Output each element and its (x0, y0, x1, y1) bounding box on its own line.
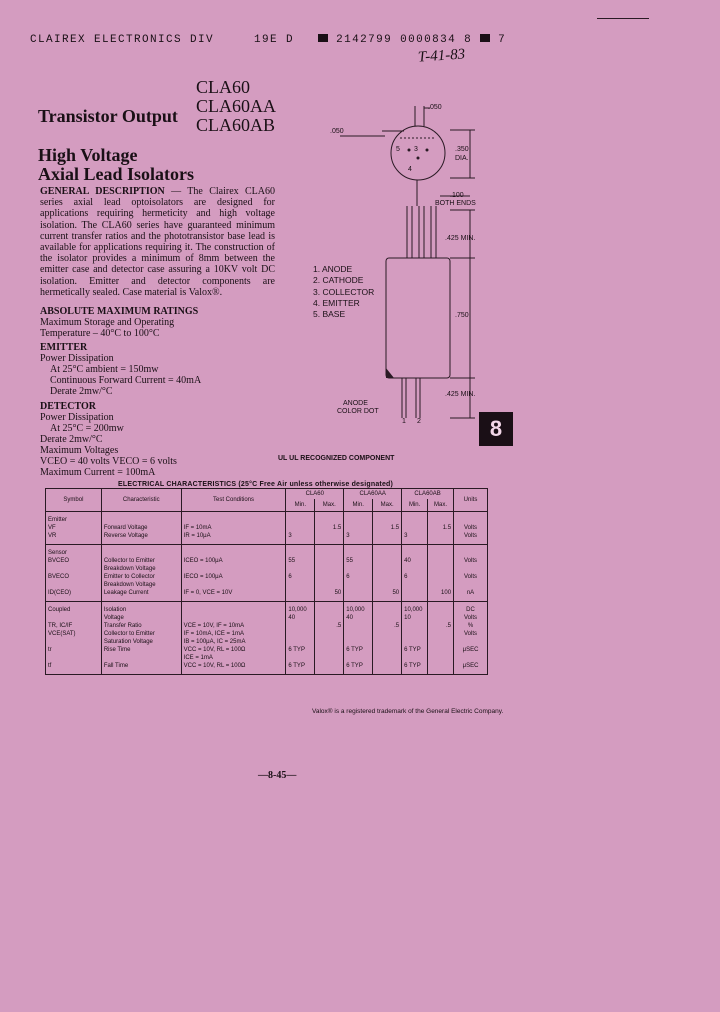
header-mark: 7 (498, 34, 507, 46)
ul-note: UL UL RECOGNIZED COMPONENT (278, 455, 395, 462)
valox-trademark-note: Valox® is a registered trademark of the General Electric Company. (312, 708, 504, 715)
characteristic-cell (101, 545, 181, 602)
dim-body-length: .750 (455, 312, 469, 319)
dim-lead-spacing: .050 (428, 104, 442, 111)
cell-line (375, 614, 399, 622)
cell-line (346, 638, 370, 646)
dim-lead-length-bottom: .425 MIN. (445, 391, 476, 398)
cell-line: Volts (464, 631, 478, 637)
cla60aa-min-cell (344, 512, 373, 545)
dim-lead-length-top: .425 MIN. (445, 235, 476, 242)
ratings-line: Temperature – 40°C to 100°C (40, 328, 160, 339)
cell-line (317, 606, 341, 614)
cell-line: Voltage (103, 615, 124, 621)
cell-line: IB = 100μA, IC = 25mA (183, 639, 246, 645)
cell-line (375, 606, 399, 614)
cell-line: Sensor (48, 550, 68, 556)
test-condition-cell (181, 545, 286, 602)
test-condition-cell (181, 512, 286, 545)
table-row-group (46, 545, 488, 602)
cell-line (288, 549, 312, 557)
cell-line (317, 662, 341, 670)
detector-line: Power Dissipation (40, 412, 114, 423)
header-code-1: 19E D (254, 34, 295, 46)
col-cla60aa: CLA60AA (344, 489, 402, 499)
cell-line: Collector to Emitter (103, 631, 155, 637)
cell-line (317, 646, 341, 654)
col-min: Min. (402, 499, 428, 512)
characteristic-cell (101, 602, 181, 675)
cell-line: nA (466, 590, 475, 596)
table-body (46, 512, 488, 675)
cell-line (430, 557, 451, 565)
cell-line: 55 (288, 558, 296, 564)
cell-line: VCE = 10V, IF = 10mA (183, 623, 245, 629)
cell-line (375, 581, 399, 589)
cell-line (48, 614, 99, 622)
cell-line (288, 581, 312, 589)
pinout-item: 3. COLLECTOR (313, 286, 375, 297)
pin-label: 2 (417, 418, 421, 425)
col-characteristic: Characteristic (101, 489, 181, 512)
cla60ab-min-cell (402, 512, 428, 545)
cell-line (317, 630, 341, 638)
test-condition-cell (181, 602, 286, 675)
detector-line: Maximum Voltages (40, 445, 119, 456)
cell-line: Isolation (103, 607, 127, 613)
handwritten-code: T-41-83 (417, 46, 466, 66)
cell-line (317, 654, 341, 662)
cell-line (184, 549, 284, 557)
col-max: Max. (373, 499, 402, 512)
cell-line: 55 (346, 558, 353, 564)
cell-line: IF = 10mA (183, 525, 212, 531)
cell-line (346, 630, 370, 638)
cell-line: Volts (464, 558, 478, 564)
cell-line (104, 516, 179, 524)
page-number: —8-45— (258, 770, 297, 781)
cell-line: 3 (404, 533, 408, 539)
cell-line: 6 TYP (346, 663, 363, 669)
cell-line (375, 557, 399, 565)
cell-line: 6 (346, 574, 350, 580)
symbol-cell (46, 545, 102, 602)
company-name: CLAIREX ELECTRONICS DIV (30, 34, 215, 46)
cell-line: Transfer Ratio (103, 623, 142, 629)
cell-line (288, 622, 312, 630)
cla60-min-cell (286, 512, 315, 545)
pin-label: 5 (396, 146, 400, 153)
cell-line (48, 654, 99, 662)
table-row-group (46, 602, 488, 675)
cell-line: Volts (464, 533, 478, 539)
product-subtitle: Axial Lead Isolators (38, 164, 195, 184)
table-row-group (46, 512, 488, 545)
cell-line (375, 516, 399, 524)
cell-line: .5 (336, 623, 342, 629)
cla60-max-cell (315, 602, 344, 675)
cell-line (404, 565, 425, 573)
cell-line (430, 646, 451, 654)
cla60-min-cell (286, 545, 315, 602)
characteristic-cell (101, 512, 181, 545)
cell-line (288, 524, 312, 532)
cell-line: DC (466, 607, 475, 613)
cla60aa-min-cell (344, 602, 373, 675)
cell-line (430, 614, 451, 622)
cell-line (48, 581, 99, 589)
cell-line (346, 589, 370, 597)
product-title: Transistor Output (38, 106, 178, 126)
cell-line: Breakdown Voltage (103, 582, 156, 588)
cell-line (375, 662, 399, 670)
units-cell (454, 545, 488, 602)
symbol-cell (46, 602, 102, 675)
ul-logo-icon: UL (278, 455, 290, 462)
general-description (40, 186, 275, 298)
cell-line: 3 (288, 533, 292, 539)
detector-line: Derate 2mw/°C (40, 434, 103, 445)
pinout-item: 5. BASE (313, 309, 346, 320)
cell-line: VCC = 10V, RL = 100Ω (183, 663, 246, 669)
end-view-circle (391, 126, 445, 180)
cell-line (288, 589, 312, 597)
cell-line: IR = 10μA (183, 533, 211, 539)
col-cla60: CLA60 (286, 489, 344, 499)
detector-line: Maximum Current = 100mA (40, 467, 156, 478)
emitter-line: At 25°C ambient = 150mw (50, 364, 159, 375)
cell-line: 6 TYP (288, 647, 305, 653)
cell-line (317, 557, 341, 565)
cell-line (346, 622, 370, 630)
units-cell (454, 602, 488, 675)
pin-label: 3 (414, 146, 418, 153)
cell-line (317, 638, 341, 646)
cell-line (346, 654, 370, 662)
pin-label: 1 (402, 418, 406, 425)
cla60aa-max-cell (373, 602, 402, 675)
part-number: CLA60AA (196, 96, 276, 116)
cell-line (317, 614, 341, 622)
cell-line (404, 516, 425, 524)
cell-line (430, 654, 451, 662)
cell-line (404, 581, 425, 589)
cell-line: 6 TYP (404, 647, 421, 653)
cell-line: 1.5 (390, 525, 400, 531)
electrical-characteristics-table (45, 488, 488, 675)
cell-line: .5 (446, 623, 452, 629)
cell-line: Breakdown Voltage (103, 566, 156, 572)
cell-line: 10 (404, 615, 411, 621)
cell-line (430, 606, 451, 614)
cla60aa-max-cell (373, 545, 402, 602)
cell-line: Emitter to Collector (103, 574, 155, 580)
cell-line: Forward Voltage (103, 525, 148, 531)
cell-line (430, 630, 451, 638)
dim-lead-width: .050 (330, 128, 344, 135)
cell-line: 10,000 (288, 607, 307, 613)
cla60aa-max-cell (373, 512, 402, 545)
cell-line (288, 630, 312, 638)
cell-line (346, 516, 370, 524)
emitter-heading: EMITTER (40, 342, 88, 353)
cell-line (317, 573, 341, 581)
cell-line (317, 565, 341, 573)
cell-line: Volts (464, 574, 478, 580)
cell-line: 50 (392, 590, 400, 596)
cell-line (317, 549, 341, 557)
cell-line: IF = 0, VCE = 10V (183, 590, 233, 596)
cell-line (430, 549, 451, 557)
cell-line (456, 549, 485, 557)
description-text: — The Clairex CLA60 series axial lead optoisolators are designed for applications requiring hermeticity and high voltage isolation. The CLA60 series have guaranteed minimum current transfer ratios and the phototransistor base lead is available for applications requiring it. The construction of the isolator provides a minimum of 8mm between the emitter case and detector case assuring a 10KV volt DC isolation. Emitter and detector components are hermetically sealed. Case material is Valox®. (40, 186, 275, 298)
pinout-item: 2. CATHODE (313, 275, 364, 286)
part-number: CLA60 (196, 77, 250, 97)
cell-line: ICEO = 100μA (183, 558, 223, 564)
cell-line (456, 654, 485, 662)
col-max: Max. (315, 499, 344, 512)
col-cla60ab: CLA60AB (402, 489, 454, 499)
cell-line (184, 614, 284, 622)
description-heading: GENERAL DESCRIPTION (40, 186, 165, 197)
cell-line (346, 581, 370, 589)
cell-line (346, 549, 370, 557)
cell-line: 1.5 (442, 525, 452, 531)
cell-line (456, 638, 485, 646)
cell-line (375, 646, 399, 654)
cell-line (48, 565, 99, 573)
cell-line: IF = 10mA, ICE = 1mA (183, 631, 245, 637)
cell-line (404, 622, 425, 630)
cell-line: Volts (464, 615, 478, 621)
emitter-line: Power Dissipation (40, 353, 114, 364)
cell-line (456, 581, 485, 589)
cla60ab-min-cell (402, 545, 428, 602)
cell-line: Fall Time (103, 663, 129, 669)
cell-line: Rise Time (103, 647, 131, 653)
cell-line: 6 TYP (288, 663, 305, 669)
cell-line (317, 581, 341, 589)
cell-line: VCE(SAT) (48, 631, 76, 637)
cell-line: VF (48, 525, 56, 531)
cell-line: VCC = 10V, RL = 100Ω (183, 647, 246, 653)
cell-line (48, 638, 99, 646)
cell-line: 3 (346, 533, 350, 539)
document-header (30, 34, 506, 46)
symbol-cell (46, 512, 102, 545)
cell-line (430, 581, 451, 589)
cell-line: TR, IC/IF (48, 623, 73, 629)
part-number: CLA60AB (196, 115, 276, 135)
cell-line: 6 TYP (404, 663, 421, 669)
cell-line: Leakage Current (103, 590, 149, 596)
col-max: Max. (428, 499, 454, 512)
cell-line (288, 565, 312, 573)
cell-line (184, 606, 284, 614)
ratings-heading: ABSOLUTE MAXIMUM RATINGS (40, 306, 199, 317)
cell-line: ICE = 1mA (183, 655, 213, 661)
ratings-line: Maximum Storage and Operating (40, 317, 175, 328)
cla60ab-max-cell (428, 602, 454, 675)
cell-line: 6 (404, 574, 408, 580)
col-units: Units (454, 489, 488, 512)
cell-line: VR (48, 533, 57, 539)
cell-line: Emitter (48, 517, 68, 523)
black-mark-icon (318, 34, 328, 42)
dim-both-ends: BOTH ENDS (435, 200, 476, 207)
cell-line (430, 573, 451, 581)
cla60ab-max-cell (428, 545, 454, 602)
cell-line (404, 589, 425, 597)
cell-line: 40 (346, 615, 353, 621)
product-subtitle: High Voltage (38, 145, 138, 165)
cell-line (184, 516, 284, 524)
cell-line (430, 565, 451, 573)
dim-diameter: .350 (455, 146, 469, 153)
cell-line (404, 524, 425, 532)
cell-line (430, 516, 451, 524)
cell-line (404, 549, 425, 557)
cell-line: BVCEO (48, 558, 70, 564)
cla60-max-cell (315, 512, 344, 545)
cell-line: 6 TYP (346, 647, 363, 653)
cell-line: ID(CEO) (48, 590, 71, 596)
col-min: Min. (286, 499, 315, 512)
cell-line: 40 (404, 558, 411, 564)
cell-line: BVECO (48, 574, 70, 580)
cell-line (375, 565, 399, 573)
header-code-2: 2142799 0000834 8 (336, 34, 473, 46)
cell-line: IECO = 100μA (183, 574, 223, 580)
cell-line (375, 549, 399, 557)
anode-label: ANODE (343, 400, 368, 407)
anode-color-dot (386, 368, 394, 378)
cell-line (288, 654, 312, 662)
units-cell (454, 512, 488, 545)
cell-line: Coupled (48, 607, 71, 613)
absolute-ratings (40, 306, 201, 478)
header-rule (597, 18, 649, 19)
cell-line: 10,000 (346, 607, 365, 613)
cell-line: 50 (334, 590, 342, 596)
cell-line: 1.5 (332, 525, 342, 531)
cell-line (430, 638, 451, 646)
pinout-item: 4. EMITTER (313, 297, 360, 308)
dim-diameter-label: DIA. (455, 155, 469, 162)
cla60-min-cell (286, 602, 315, 675)
cell-line: Collector to Emitter (103, 558, 155, 564)
cell-line (346, 524, 370, 532)
cell-line (456, 565, 485, 573)
section-badge: 8 (479, 412, 513, 446)
cell-line: % (467, 623, 474, 629)
detector-heading: DETECTOR (40, 401, 96, 412)
cell-line (317, 516, 341, 524)
cla60ab-max-cell (428, 512, 454, 545)
cell-line (430, 662, 451, 670)
cell-line (288, 516, 312, 524)
cell-line: 40 (288, 615, 296, 621)
cell-line (404, 630, 425, 638)
pinout-item: 1. ANODE (313, 264, 353, 274)
cell-line: 6 (288, 574, 292, 580)
cell-line: tf (48, 663, 52, 669)
cell-line (404, 638, 425, 646)
cell-line: Reverse Voltage (103, 533, 148, 539)
cell-line: tr (48, 647, 52, 653)
cell-line: μSEC (462, 647, 479, 653)
cell-line: Saturation Voltage (103, 639, 153, 645)
black-mark-icon (480, 34, 490, 42)
pin-label: 4 (408, 166, 412, 173)
cla60-max-cell (315, 545, 344, 602)
detector-line: At 25°C = 200mw (50, 423, 124, 434)
table-header-row (46, 489, 488, 499)
cell-line (375, 654, 399, 662)
cell-line: .5 (394, 623, 400, 629)
cell-line (375, 573, 399, 581)
cell-line: μSEC (462, 663, 479, 669)
emitter-line: Derate 2mw/°C (50, 386, 113, 397)
cell-line (104, 654, 179, 662)
cla60aa-min-cell (344, 545, 373, 602)
cell-line (184, 565, 284, 573)
table-title: ELECTRICAL CHARACTERISTICS (25°C Free Air unless otherwise designated) (118, 481, 394, 488)
cell-line (404, 654, 425, 662)
col-test-conditions: Test Conditions (181, 489, 286, 512)
cell-line (430, 532, 451, 540)
cell-line (456, 516, 485, 524)
cell-line (375, 532, 399, 540)
cell-line (104, 549, 179, 557)
cell-line (317, 532, 341, 540)
cell-line (288, 638, 312, 646)
color-dot-label: COLOR DOT (337, 408, 379, 415)
pinout-list (313, 264, 374, 320)
cell-line: Volts (464, 525, 478, 531)
cla60ab-min-cell (402, 602, 428, 675)
cell-line (346, 565, 370, 573)
emitter-line: Continuous Forward Current = 40mA (50, 375, 202, 386)
dim-lead-offset: .100 (450, 192, 464, 199)
col-symbol: Symbol (46, 489, 102, 512)
cell-line (375, 630, 399, 638)
isolator-body (386, 258, 450, 378)
col-min: Min. (344, 499, 373, 512)
cell-line: 100 (441, 590, 452, 596)
cell-line: 10,000 (404, 607, 423, 613)
cell-line (375, 638, 399, 646)
detector-line: VCEO = 40 volts VECO = 6 volts (40, 456, 177, 467)
cell-line (184, 581, 284, 589)
